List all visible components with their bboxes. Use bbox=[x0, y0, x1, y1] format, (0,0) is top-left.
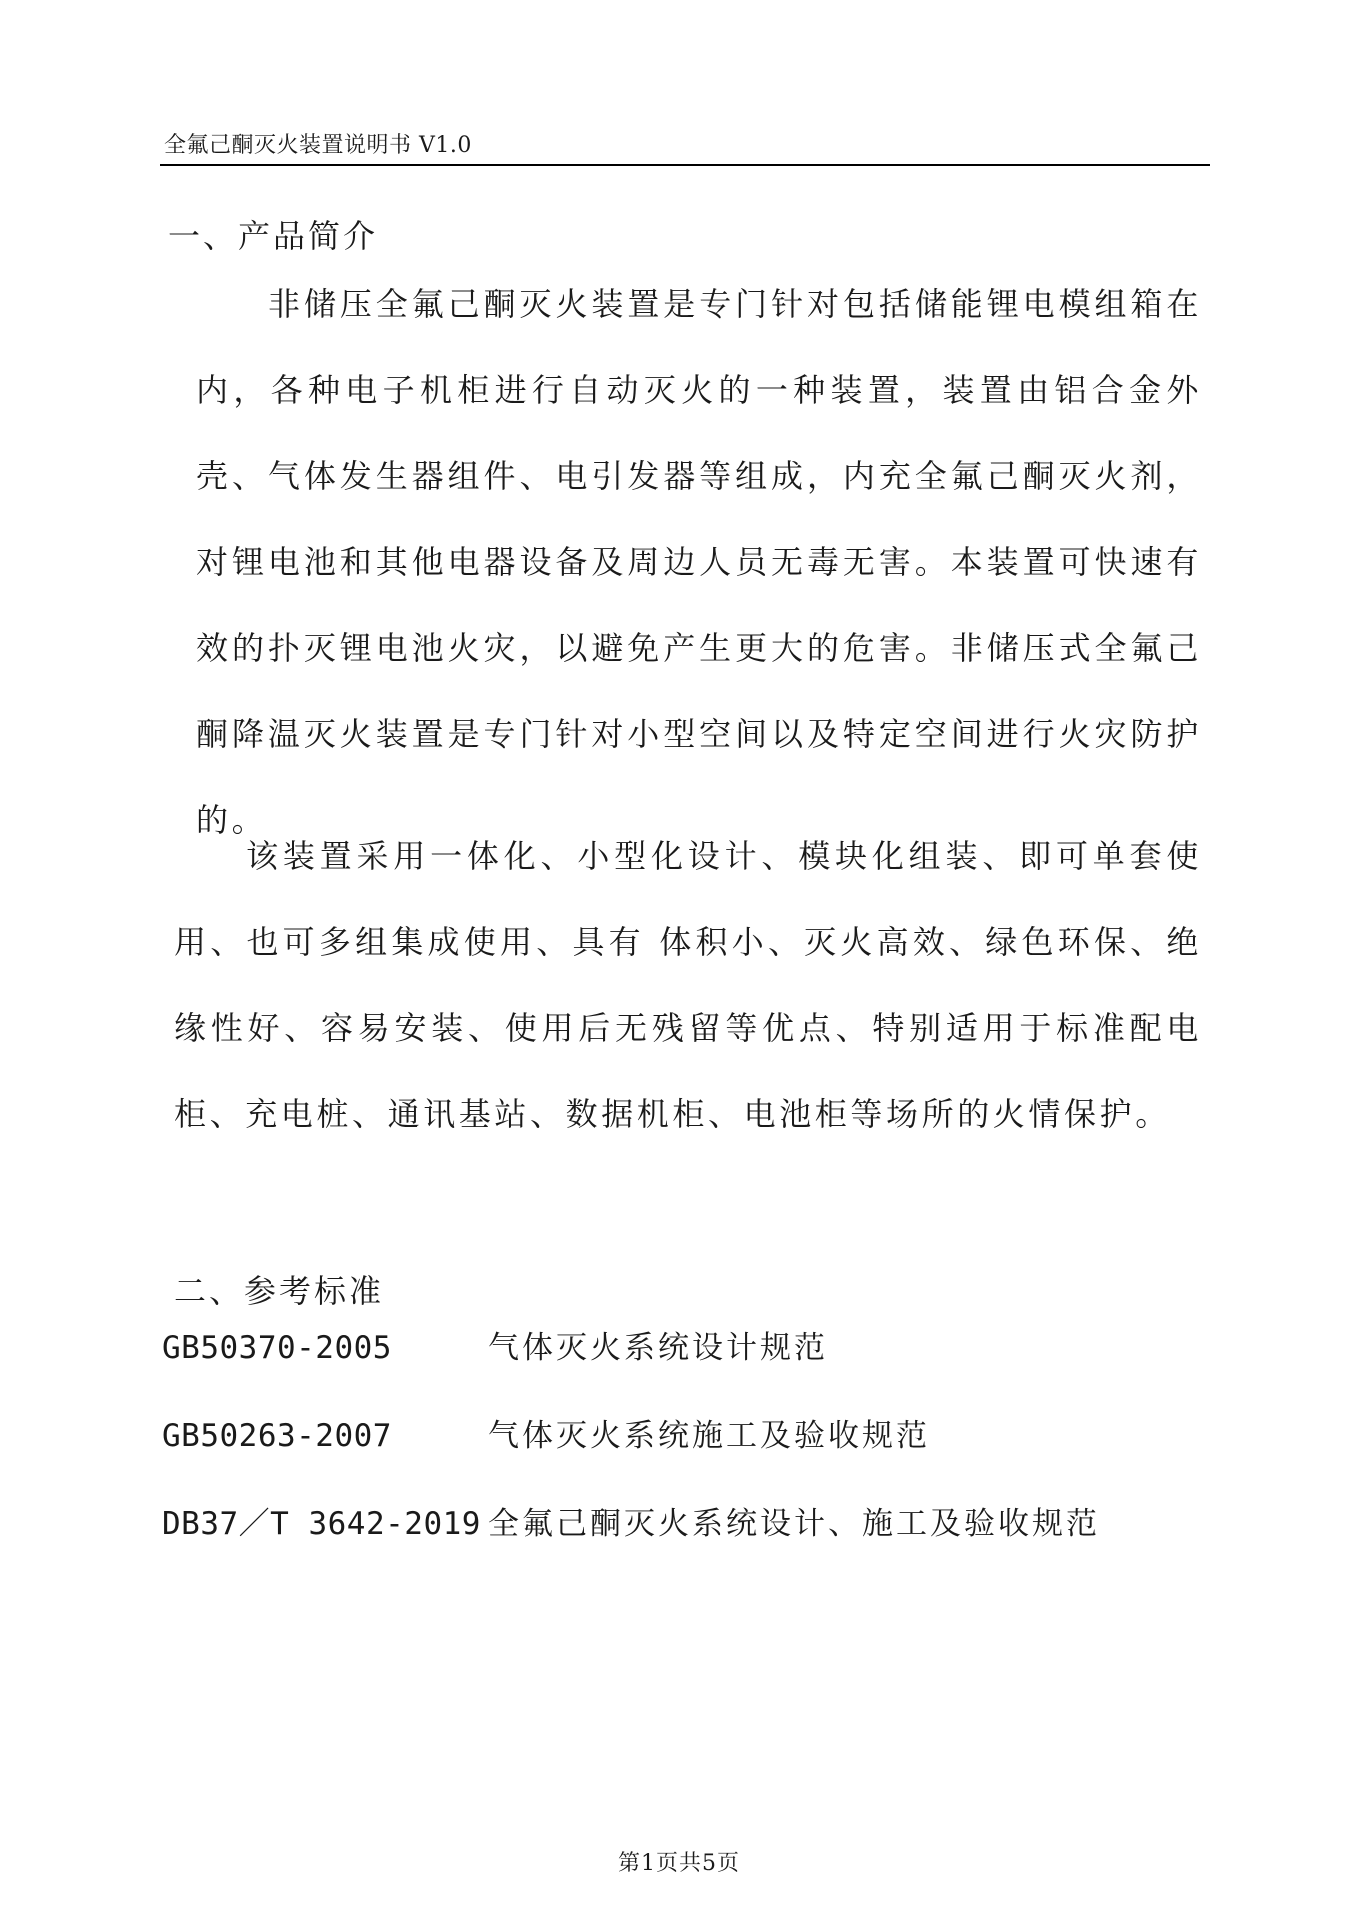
standard-code: GB50370-2005 bbox=[162, 1330, 392, 1366]
intro-paragraph-1: 非储压全氟己酮灭火装置是专门针对包括储能锂电模组箱在内，各种电子机柜进行自动灭火的一种装置，装置由铝合金外壳、气体发生器组件、电引发器等组成，内充全氟己酮灭火剂，对锂电池和其他电器设备及周边人员无毒无害。本装置可快速有效的扑灭锂电池火灾，以避免产生更大的危害。非储压式全氟己酮降温灭火装置是专门针对小型空间以及特定空间进行火灾防护的。 bbox=[196, 285, 1202, 839]
standard-name: 全氟己酮灭火系统设计、施工及验收规范 bbox=[488, 1506, 1100, 1542]
intro-paragraph-2: 该装置采用一体化、小型化设计、模块化组装、即可单套使用、也可多组集成使用、具有 体积小、灭火高效、绿色环保、绝缘性好、容易安装、使用后无残留等优点、特别适用于标准配电柜、充电桩、通讯基站、数据机柜、电池柜等场所的火情保护。 bbox=[174, 837, 1202, 1133]
standard-code: DB37／T 3642-2019 bbox=[162, 1506, 481, 1542]
standards-list bbox=[162, 1322, 1162, 1586]
page-header-title: 全氟己酮灭火装置说明书 V1.0 bbox=[164, 133, 472, 158]
standard-name: 气体灭火系统设计规范 bbox=[488, 1330, 828, 1366]
page-number: 第1页共5页 bbox=[618, 1851, 740, 1876]
standard-name: 气体灭火系统施工及验收规范 bbox=[488, 1418, 930, 1454]
section-heading-standards: 二、参考标准 bbox=[174, 1272, 385, 1310]
standard-item bbox=[162, 1322, 1162, 1410]
header-divider bbox=[160, 164, 1210, 166]
standard-item bbox=[162, 1410, 1162, 1498]
section-heading-intro: 一、产品简介 bbox=[168, 217, 379, 255]
standard-code: GB50263-2007 bbox=[162, 1418, 392, 1454]
standard-item bbox=[162, 1498, 1162, 1586]
